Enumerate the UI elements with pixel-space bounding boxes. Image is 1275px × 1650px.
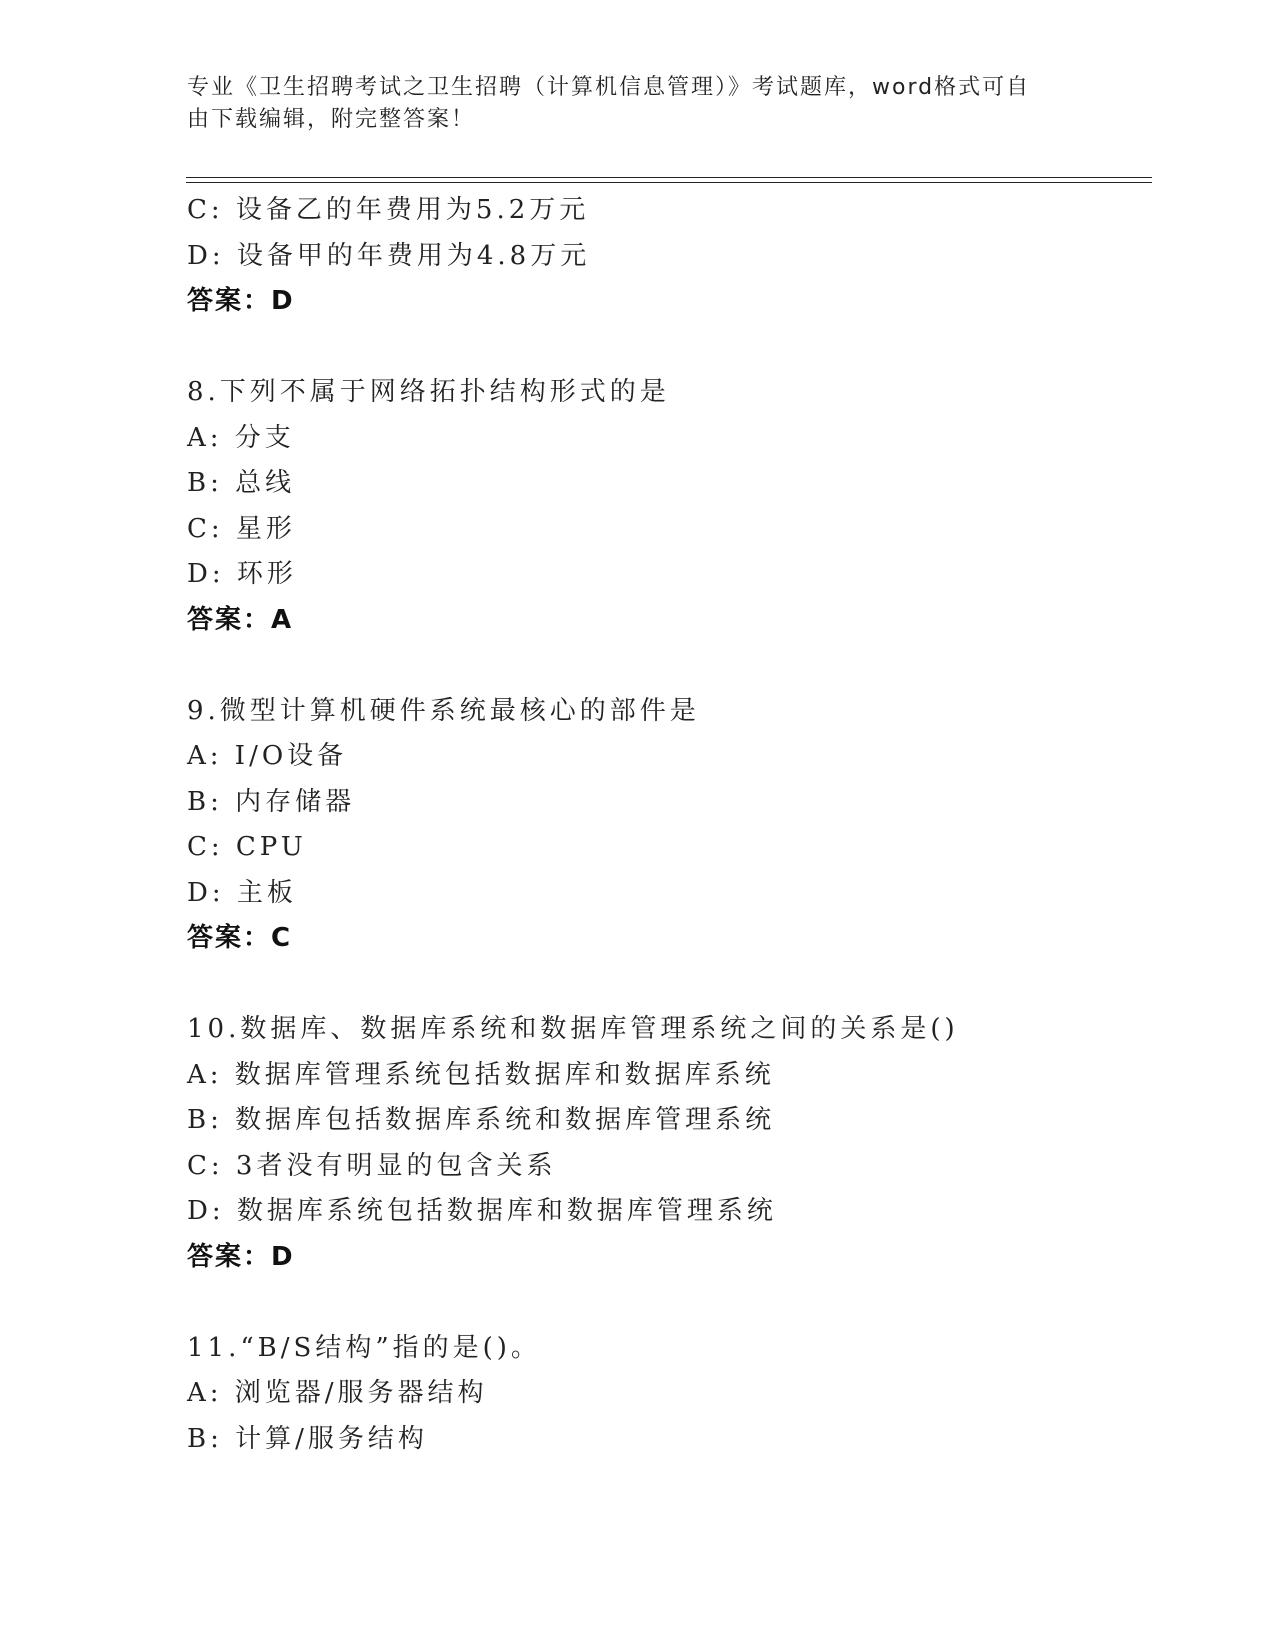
option-a: A: 分支 [187, 422, 295, 453]
question-stem: 10.数据库、数据库系统和数据库管理系统之间的关系是() [187, 1014, 959, 1044]
header-line-2: 由下载编辑，附完整答案！ [187, 107, 476, 132]
answer-line: 答案：D [187, 1241, 295, 1272]
option-c: C: CPU [187, 832, 307, 862]
option-a: A: I/O设备 [187, 741, 348, 771]
header-line-1: 专业《卫生招聘考试之卫生招聘（计算机信息管理）》考试题库，word格式可自 [187, 75, 1031, 100]
question-list [187, 188, 1147, 1462]
spacer [187, 325, 1147, 371]
option-a: A: 浏览器/服务器结构 [187, 1378, 488, 1408]
answer-line: 答案：C [187, 923, 293, 953]
option-b: B: 计算/服务结构 [187, 1423, 428, 1454]
option-b: B: 数据库包括数据库系统和数据库管理系统 [187, 1105, 776, 1135]
option-b: B: 内存储器 [187, 786, 356, 817]
question-stem: 11.“B/S结构”指的是()。 [187, 1332, 541, 1363]
option-b: B: 总线 [187, 468, 296, 498]
option-c: C: 3者没有明显的包含关系 [187, 1150, 557, 1181]
option-c: C: 星形 [187, 513, 296, 544]
header-divider-bottom [186, 182, 1152, 183]
spacer [187, 643, 1147, 689]
option-d: D: 设备甲的年费用为4.8万元 [187, 240, 591, 271]
answer-line: 答案：A [187, 604, 294, 635]
header-divider-top [186, 177, 1152, 178]
question-stem: 9.微型计算机硬件系统最核心的部件是 [187, 695, 700, 726]
document-header [187, 72, 1067, 136]
option-d: D: 环形 [187, 559, 297, 589]
question-stem: 8.下列不属于网络拓扑结构形式的是 [187, 377, 670, 407]
option-d: D: 主板 [187, 877, 297, 908]
option-c: C: 设备乙的年费用为5.2万元 [187, 195, 590, 225]
spacer [187, 1280, 1147, 1326]
answer-line: 答案：D [187, 286, 295, 316]
spacer [187, 962, 1147, 1008]
option-d: D: 数据库系统包括数据库和数据库管理系统 [187, 1196, 777, 1226]
option-a: A: 数据库管理系统包括数据库和数据库系统 [187, 1059, 775, 1090]
